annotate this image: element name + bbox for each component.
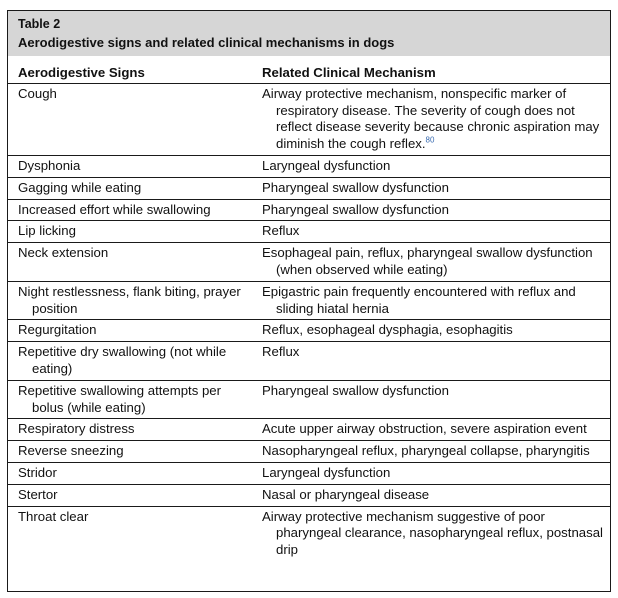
table-row [8,221,610,243]
cell-sign [8,177,252,199]
mechanism-block [262,421,606,438]
mechanism-block [262,223,606,240]
table-caption [8,11,610,56]
sign-text: Stridor [18,464,57,480]
sign-text: Stertor [18,486,58,502]
mechanism-text: Pharyngeal swallow dysfunction [262,201,449,217]
sign-text: Neck extension [18,245,109,261]
table-row [8,177,610,199]
cell-mechanism [252,462,610,484]
mechanism-text: Esophageal pain, reflux, pharyngeal swallow dysfunction (when observed while eating) [262,245,593,277]
cell-mechanism [252,484,610,506]
cell-sign [8,484,252,506]
cell-mechanism [252,83,610,155]
mechanism-text: Nasopharyngeal reflux, pharyngeal collapse, pharyngitis [262,443,590,459]
mechanism-block [262,322,606,339]
cell-sign [8,419,252,441]
cell-sign [8,342,252,381]
mechanism-text: Acute upper airway obstruction, severe aspiration event [262,421,587,437]
cell-mechanism [252,199,610,221]
table-row [8,380,610,419]
mechanism-block [262,158,606,175]
mechanism-block [262,180,606,197]
cell-mechanism [252,281,610,320]
mechanism-text: Reflux, esophageal dysphagia, esophagitis [262,322,513,338]
mechanism-text: Laryngeal dysfunction [262,464,391,480]
mechanism-text: Pharyngeal swallow dysfunction [262,179,449,195]
cell-mechanism [252,380,610,419]
cell-sign [8,380,252,419]
cell-sign [8,243,252,282]
sign-text: Repetitive swallowing attempts per bolus (while eating) [18,382,222,415]
cell-mechanism [252,342,610,381]
table-row [8,484,610,506]
sign-text: Cough [18,85,57,101]
mechanism-block [262,86,606,153]
mechanism-text: Reflux [262,223,300,239]
cell-mechanism [252,441,610,463]
mechanism-block [262,465,606,482]
sign-text: Lip licking [18,223,76,239]
table-row [8,419,610,441]
cell-mechanism [252,221,610,243]
mechanism-text: Pharyngeal swallow dysfunction [262,382,449,398]
table-row [8,155,610,177]
cell-mechanism [252,320,610,342]
mechanism-text: Epigastric pain frequently encountered with reflux and sliding hiatal hernia [262,283,576,316]
cell-sign [8,320,252,342]
cell-sign [8,506,252,561]
mechanism-text: Airway protective mechanism suggestive of poor pharyngeal clearance, nasopharyngeal reflux, postnasal drip [262,508,603,558]
mechanism-block [262,344,606,361]
cell-sign [8,83,252,155]
cell-mechanism [252,506,610,561]
table-row [8,441,610,463]
table-row [8,83,610,155]
sign-text: Night restlessness, flank biting, prayer position [18,283,241,316]
cell-sign [8,281,252,320]
cell-sign [8,441,252,463]
table-row [8,342,610,381]
sign-text: Dysphonia [18,157,81,173]
data-table [8,56,610,561]
cell-sign [8,199,252,221]
cell-mechanism [252,419,610,441]
mechanism-text: Laryngeal dysfunction [262,157,391,173]
column-header-signs: Aerodigestive Signs [8,56,252,83]
cell-sign [8,155,252,177]
table-number: Table 2 [18,17,61,31]
table-title: Aerodigestive signs and related clinical mechanisms in dogs [18,35,395,50]
mechanism-block [262,443,606,460]
table-row [8,320,610,342]
mechanism-block [262,284,606,318]
sign-text: Increased effort while swallowing [18,201,211,217]
column-header-mechanism: Related Clinical Mechanism [252,56,610,83]
mechanism-block [262,383,606,400]
mechanism-block [262,202,606,219]
sign-text: Reverse sneezing [18,443,124,459]
table-row [8,506,610,561]
table-row [8,281,610,320]
cell-sign [8,221,252,243]
cell-sign [8,462,252,484]
mechanism-text: Nasal or pharyngeal disease [262,486,430,502]
table-row [8,243,610,282]
reference-link[interactable]: 80 [425,135,435,145]
cell-mechanism [252,155,610,177]
table-row [8,199,610,221]
cell-mechanism [252,177,610,199]
mechanism-text: Reflux [262,344,300,360]
mechanism-block [262,509,606,559]
table-row [8,462,610,484]
mechanism-block [262,487,606,504]
header-row [8,56,610,83]
table-container [7,10,611,592]
sign-text: Repetitive dry swallowing (not while eating) [18,344,227,376]
sign-text: Gagging while eating [18,179,142,195]
sign-text: Throat clear [18,508,89,524]
mechanism-text: Airway protective mechanism, nonspecific marker of respiratory disease. The severity of cough does not reflect disease severity because chronic aspiration may diminish the cough reflex. [262,85,600,152]
mechanism-block [262,245,606,279]
cell-mechanism [252,243,610,282]
sign-text: Respiratory distress [18,421,135,437]
table-body [8,83,610,561]
sign-text: Regurgitation [18,322,97,338]
